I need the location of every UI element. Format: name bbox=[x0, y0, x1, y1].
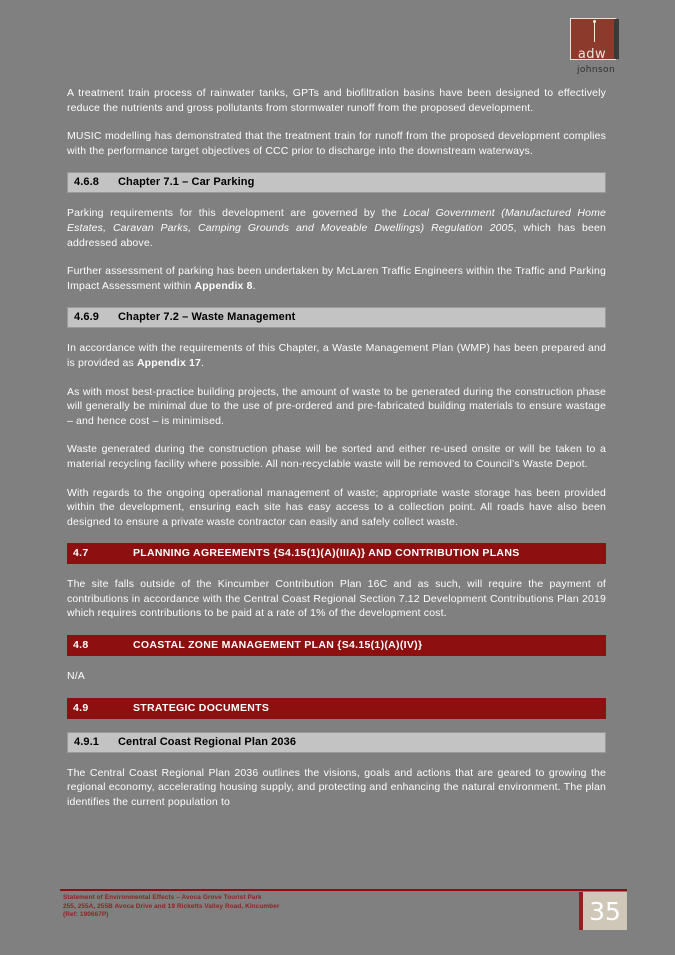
text-run: , which has been addressed above. bbox=[67, 221, 606, 249]
appendix-reference: Appendix 17 bbox=[136, 356, 202, 369]
footer-line-3: (Ref: 190667P) bbox=[63, 911, 109, 919]
section-number: 4.9.1 bbox=[74, 735, 99, 748]
logo-mark-text: adw bbox=[577, 47, 607, 62]
section-title: COASTAL ZONE MANAGEMENT PLAN {S4.15(1)(A)(IV)} bbox=[133, 639, 423, 652]
text-run: Parking requirements for this development are governed by the bbox=[67, 207, 404, 220]
section-title: Chapter 7.2 – Waste Management bbox=[118, 311, 296, 324]
text-run: Further assessment of parking has been undertaken by McLaren Traffic Engineers within the Traffic and Parking Impact Assessment within bbox=[67, 265, 606, 292]
section-heading-4-9-1 bbox=[67, 732, 606, 753]
company-logo bbox=[565, 18, 627, 75]
text-run: N/A bbox=[67, 670, 85, 683]
section-number: 4.7 bbox=[73, 547, 89, 560]
text-run: . bbox=[201, 356, 205, 369]
paragraph: MUSIC modelling has demonstrated that the treatment train for runoff from the proposed development complies with the performance target objectives of CCC prior to discharge into the downstream waterways. bbox=[67, 130, 606, 157]
document-body bbox=[67, 86, 606, 809]
paragraph bbox=[67, 385, 606, 429]
paragraph: A treatment train process of rainwater tanks, GPTs and biofiltration basins have been designed to effectively reduce the nutrients and gross pollutants from stormwater runoff from the proposed development. bbox=[67, 87, 606, 114]
logo-stem-shape bbox=[594, 22, 595, 42]
paragraph bbox=[67, 577, 606, 621]
text-run: . bbox=[252, 279, 256, 292]
legislation-title: Local Government (Manufactured Home Estates, Caravan Parks, Camping Grounds and Moveable Dwellings) Regulation 2005 bbox=[67, 207, 607, 234]
section-heading-4-6-8 bbox=[67, 172, 606, 193]
paragraph bbox=[67, 442, 606, 471]
text-run: The Central Coast Regional Plan 2036 outlines the visions, goals and actions that are geared to growing the regional economy, accelerating housing supply, and protecting and enhancing the natural environment. The plan identifies the current population to bbox=[67, 766, 606, 808]
text-run: The site falls outside of the Kincumber Contribution Plan 16C and as such, will require the payment of contributions in accordance with the Central Coast Regional Section 7.12 Development Contributions Plan 2019 which requires contributions to be paid at a rate of 1% of the development cost. bbox=[67, 578, 606, 620]
page-footer bbox=[60, 889, 627, 937]
section-heading-4-8 bbox=[67, 635, 606, 656]
footer-divider bbox=[60, 889, 627, 891]
section-number: 4.9 bbox=[73, 701, 89, 714]
section-title: PLANNING AGREEMENTS {S4.15(1)(A)(IIIA)} AND CONTRIBUTION PLANS bbox=[133, 547, 520, 560]
paragraph bbox=[67, 486, 606, 530]
logo-wordmark: johnson bbox=[576, 65, 616, 75]
appendix-reference: Appendix 8 bbox=[194, 279, 253, 292]
paragraph bbox=[67, 766, 606, 810]
section-heading-4-6-9 bbox=[67, 307, 606, 328]
section-title: Chapter 7.1 – Car Parking bbox=[118, 176, 255, 189]
section-number: 4.8 bbox=[73, 639, 89, 652]
footer-reference-text bbox=[63, 894, 279, 920]
text-run: As with most best-practice building projects, the amount of waste to be generated during the construction phase will generally be minimal due to the use of pre-ordered and pre-fabricated building materials to ensure wastage – and hence cost – is minimised. bbox=[67, 385, 606, 427]
section-heading-4-9 bbox=[67, 698, 606, 719]
paragraph bbox=[67, 206, 606, 250]
page-number-badge: 35 bbox=[583, 892, 627, 930]
section-heading-4-7 bbox=[67, 543, 606, 564]
text-run: Waste generated during the construction phase will be sorted and either re-used onsite or will be taken to a material recycling facility where possible. All non-recyclable waste will be removed to Council’s Waste Depot. bbox=[67, 443, 606, 470]
logo-vertical-bar-shape bbox=[614, 19, 619, 59]
logo-mark bbox=[570, 18, 622, 64]
section-number: 4.6.8 bbox=[74, 176, 99, 189]
text-run: In accordance with the requirements of this Chapter, a Waste Management Plan (WMP) has been prepared and is provided as bbox=[67, 342, 606, 369]
section-title: Central Coast Regional Plan 2036 bbox=[118, 735, 297, 748]
footer-line-2: 255, 255A, 255B Avoca Drive and 19 Ricketts Valley Road, Kincumber bbox=[63, 902, 280, 910]
text-run: With regards to the ongoing operational management of waste; appropriate waste storage has been provided within the development, ensuring each site has easy access to a collection point. All roads have also been designed to ensure a private waste contractor can easily and safely collect waste. bbox=[67, 486, 606, 528]
section-title: STRATEGIC DOCUMENTS bbox=[133, 701, 270, 714]
paragraph bbox=[67, 264, 606, 293]
paragraph bbox=[67, 341, 606, 370]
footer-line-1: Statement of Environmental Effects – Avoca Grove Tourist Park bbox=[63, 894, 262, 901]
paragraph bbox=[67, 669, 606, 684]
section-number: 4.6.9 bbox=[74, 311, 99, 324]
